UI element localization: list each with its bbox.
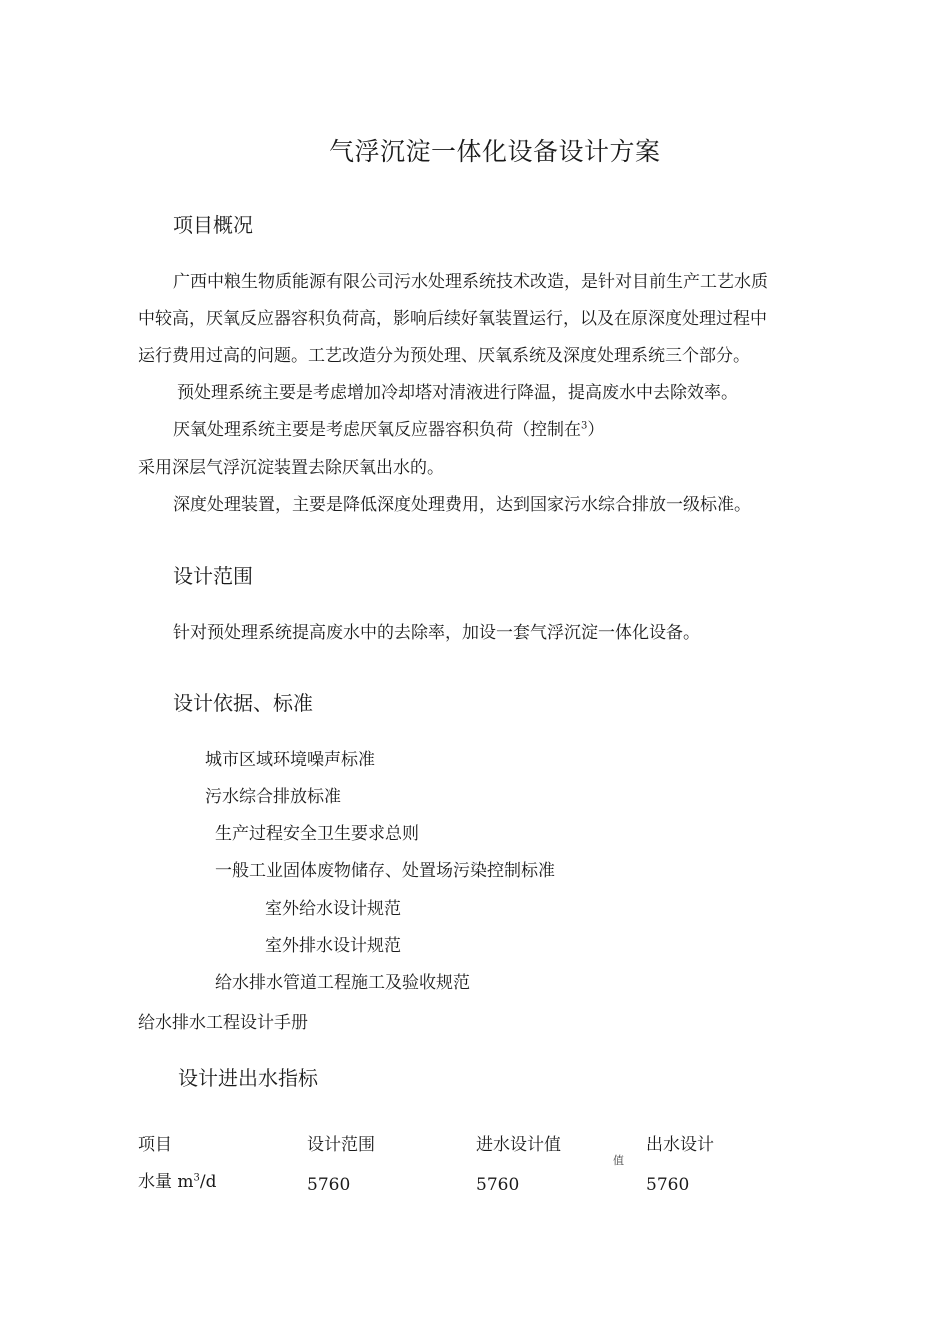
overview-advanced-text: 深度处理装置，主要是降低深度处理费用，达到国家污水综合排放一级标准。 xyxy=(173,495,751,515)
table-cell: 5760 xyxy=(476,1175,520,1195)
table-cell: 5760 xyxy=(646,1175,690,1195)
table-cell: 5760 xyxy=(307,1175,351,1195)
page-title: 气浮沉淀一体化设备设计方案 xyxy=(329,137,661,166)
standard-item: 生产过程安全卫生要求总则 xyxy=(215,824,419,844)
row-label-text: 水量 m xyxy=(138,1172,194,1192)
section-heading-overview: 项目概况 xyxy=(173,213,253,237)
table-row-label xyxy=(138,1167,217,1192)
section-heading-indicators: 设计进出水指标 xyxy=(178,1066,318,1090)
standard-item: 给水排水管道工程施工及验收规范 xyxy=(215,973,470,993)
overview-paragraph-line: 中较高，厌氧反应器容积负荷高，影响后续好氧装置运行，以及在原深度处理过程中 xyxy=(138,309,767,329)
overview-paragraph-line: 运行费用过高的问题。工艺改造分为预处理、厌氧系统及深度处理系统三个部分。 xyxy=(138,346,750,366)
standard-item: 室外给水设计规范 xyxy=(265,899,401,919)
table-header-scope: 设计范围 xyxy=(307,1135,375,1155)
overview-paragraph-line: 广西中粮生物质能源有限公司污水处理系统技术改造，是针对目前生产工艺水质 xyxy=(173,272,768,292)
overview-anaerobic-text-cont: 采用深层气浮沉淀装置去除厌氧出水的。 xyxy=(138,458,444,478)
row-label-unit: /d xyxy=(199,1172,217,1192)
table-header-item: 项目 xyxy=(138,1135,172,1155)
overview-anaerobic-text xyxy=(173,420,604,440)
overview-pretreatment-text: 预处理系统主要是考虑增加冷却塔对清液进行降温，提高废水中去除效率。 xyxy=(177,383,738,403)
row-label-sup: 3 xyxy=(193,1172,200,1184)
anaerobic-text-main: 厌氧处理系统主要是考虑厌氧反应器容积负荷（控制在 xyxy=(173,420,581,440)
standard-item: 给水排水工程设计手册 xyxy=(138,1013,308,1033)
scope-text: 针对预处理系统提高废水中的去除率，加设一套气浮沉淀一体化设备。 xyxy=(173,623,700,643)
standard-item: 一般工业固体废物储存、处置场污染控制标准 xyxy=(215,861,555,881)
table-header-outflow: 出水设计 xyxy=(646,1135,714,1155)
section-heading-basis: 设计依据、标准 xyxy=(173,691,313,715)
table-header-wrapped-char: 值 xyxy=(613,1154,624,1167)
anaerobic-text-end: ） xyxy=(587,420,605,440)
standard-item: 城市区域环境噪声标准 xyxy=(205,750,375,770)
standard-item: 室外排水设计规范 xyxy=(265,936,401,956)
standard-item: 污水综合排放标准 xyxy=(205,787,341,807)
table-header-inflow: 进水设计值 xyxy=(476,1135,561,1155)
anaerobic-sup: 3 xyxy=(581,420,588,432)
section-heading-scope: 设计范围 xyxy=(173,564,253,588)
